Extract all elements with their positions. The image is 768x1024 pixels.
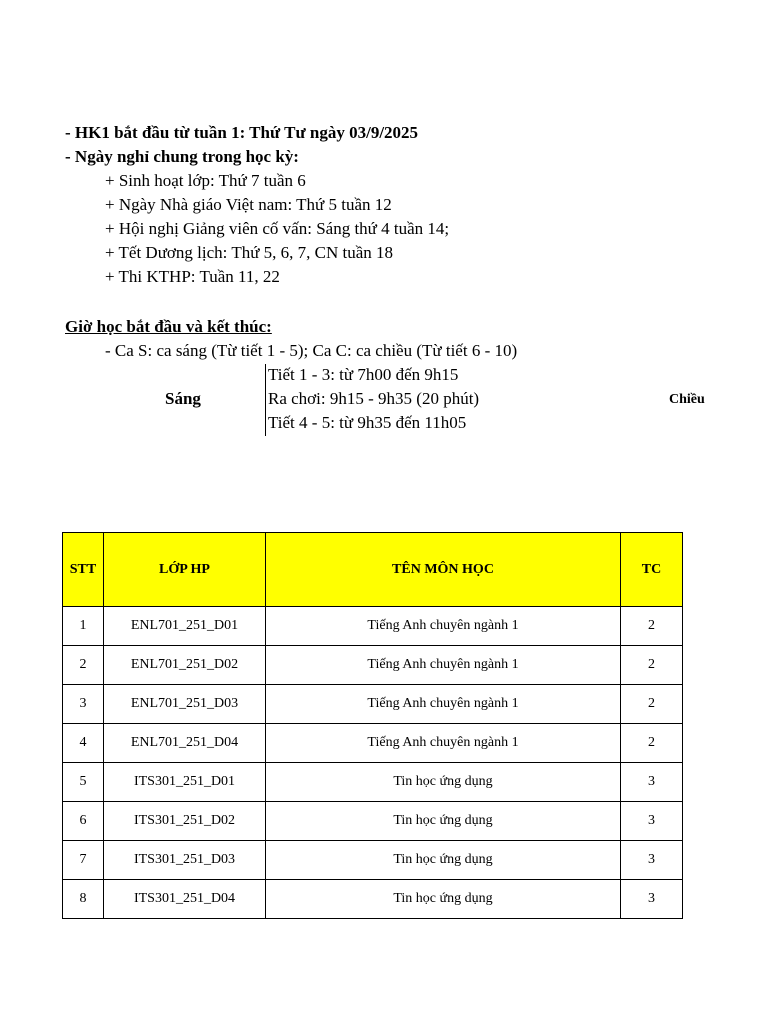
cell-credits: 3	[621, 880, 683, 919]
cell-credits: 2	[621, 724, 683, 763]
cell-class: ITS301_251_D03	[104, 841, 266, 880]
cell-credits: 3	[621, 763, 683, 802]
cell-credits: 2	[621, 646, 683, 685]
afternoon-label: Chiều	[669, 392, 705, 407]
holiday-item: + Ngày Nhà giáo Việt nam: Thứ 5 tuần 12	[105, 195, 392, 214]
morning-divider	[265, 364, 266, 436]
header-class: LỚP HP	[104, 533, 266, 607]
course-table	[62, 532, 683, 919]
intro-line-start: - HK1 bắt đầu từ tuần 1: Thứ Tư ngày 03/9/2025	[65, 123, 419, 142]
cell-class: ENL701_251_D03	[104, 685, 266, 724]
cell-stt: 3	[63, 685, 104, 724]
cell-stt: 4	[63, 724, 104, 763]
cell-course-name: Tin học ứng dụng	[266, 841, 621, 880]
cell-stt: 1	[63, 607, 104, 646]
header-credits: TC	[621, 533, 683, 607]
cell-class: ITS301_251_D02	[104, 802, 266, 841]
cell-class: ENL701_251_D01	[104, 607, 266, 646]
morning-time-line: Tiết 1 - 3: từ 7h00 đến 9h15	[268, 365, 459, 384]
holiday-item: + Sinh hoạt lớp: Thứ 7 tuần 6	[105, 171, 306, 190]
cell-class: ITS301_251_D04	[104, 880, 266, 919]
shifts-description: - Ca S: ca sáng (Từ tiết 1 - 5); Ca C: ca chiều (Từ tiết 6 - 10)	[105, 341, 518, 360]
cell-course-name: Tin học ứng dụng	[266, 763, 621, 802]
table-row	[63, 607, 683, 646]
cell-course-name: Tiếng Anh chuyên ngành 1	[266, 607, 621, 646]
cell-course-name: Tiếng Anh chuyên ngành 1	[266, 685, 621, 724]
table-row	[63, 880, 683, 919]
holiday-item: + Hội nghị Giảng viên cố vấn: Sáng thứ 4 tuần 14;	[105, 219, 450, 238]
holiday-item: + Thi KTHP: Tuần 11, 22	[105, 267, 280, 286]
table-row	[63, 685, 683, 724]
header-stt: STT	[63, 533, 104, 607]
morning-time-line: Tiết 4 - 5: từ 9h35 đến 11h05	[268, 413, 467, 432]
cell-credits: 3	[621, 802, 683, 841]
table-row	[63, 802, 683, 841]
table-row	[63, 724, 683, 763]
hours-heading: Giờ học bắt đầu và kết thúc:	[65, 317, 272, 336]
cell-credits: 2	[621, 607, 683, 646]
intro-line-holidays: - Ngày nghỉ chung trong học kỳ:	[65, 147, 299, 166]
cell-credits: 3	[621, 841, 683, 880]
cell-stt: 2	[63, 646, 104, 685]
cell-class: ENL701_251_D04	[104, 724, 266, 763]
table-row	[63, 763, 683, 802]
header-course-name: TÊN MÔN HỌC	[266, 533, 621, 607]
cell-course-name: Tin học ứng dụng	[266, 880, 621, 919]
table-row	[63, 841, 683, 880]
cell-course-name: Tiếng Anh chuyên ngành 1	[266, 724, 621, 763]
table-row	[63, 646, 683, 685]
morning-label: Sáng	[165, 389, 201, 408]
morning-time-line: Ra chơi: 9h15 - 9h35 (20 phút)	[268, 389, 480, 408]
cell-course-name: Tin học ứng dụng	[266, 802, 621, 841]
cell-stt: 8	[63, 880, 104, 919]
cell-class: ENL701_251_D02	[104, 646, 266, 685]
cell-stt: 7	[63, 841, 104, 880]
cell-class: ITS301_251_D01	[104, 763, 266, 802]
table-header-row	[63, 533, 683, 607]
holiday-item: + Tết Dương lịch: Thứ 5, 6, 7, CN tuần 18	[105, 243, 394, 262]
cell-course-name: Tiếng Anh chuyên ngành 1	[266, 646, 621, 685]
cell-stt: 6	[63, 802, 104, 841]
cell-stt: 5	[63, 763, 104, 802]
cell-credits: 2	[621, 685, 683, 724]
